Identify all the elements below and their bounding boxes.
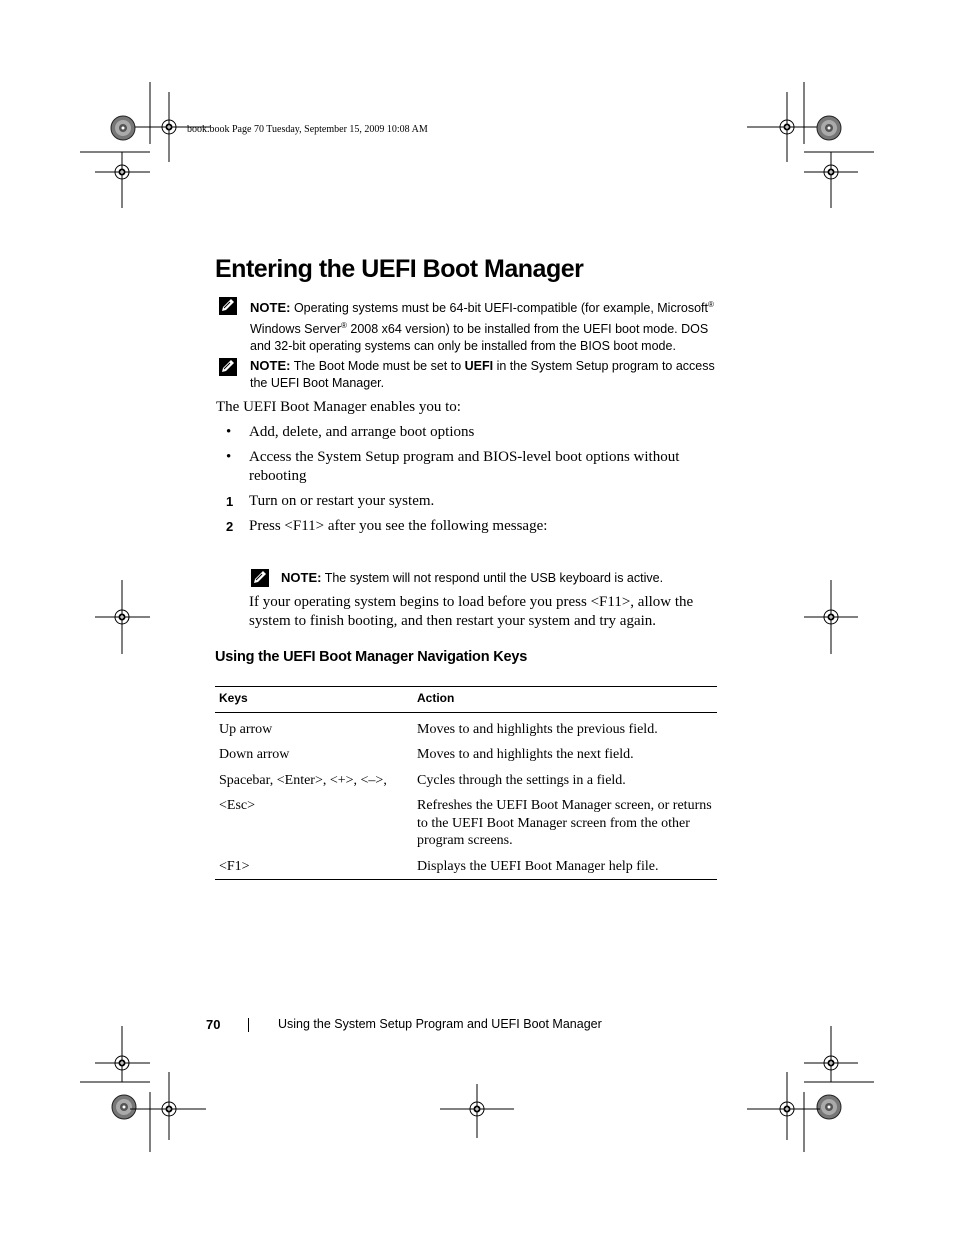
bullet-text: Access the System Setup program and BIOS-level boot options without rebooting bbox=[249, 449, 680, 484]
pencil-note-icon bbox=[250, 568, 270, 588]
pencil-note-icon bbox=[218, 357, 238, 377]
page-number: 70 bbox=[206, 1017, 221, 1032]
page-title: Entering the UEFI Boot Manager bbox=[215, 255, 584, 283]
pencil-note-icon bbox=[218, 296, 238, 316]
running-footer: Using the System Setup Program and UEFI Boot Manager bbox=[278, 1017, 602, 1031]
column-header-action: Action bbox=[413, 687, 717, 713]
navigation-keys-table bbox=[215, 686, 717, 880]
step-text: Press <F11> after you see the following message: bbox=[249, 518, 548, 534]
table-header-row bbox=[215, 687, 717, 713]
key-cell: <Esc> bbox=[219, 798, 256, 813]
bullet-item: • bbox=[226, 424, 232, 440]
note-label: NOTE: bbox=[250, 300, 291, 316]
note-boot-mode: NOTE: The Boot Mode must be set to UEFI in the System Setup program to access the UEFI Boot Manager. bbox=[250, 358, 715, 390]
note-usb-keyboard: NOTE: The system will not respond until the USB keyboard is active. bbox=[281, 570, 664, 585]
intro-paragraph: The UEFI Boot Manager enables you to: bbox=[216, 399, 461, 415]
key-cell: Down arrow bbox=[219, 747, 290, 762]
note-os-compat: NOTE: Operating systems must be 64-bit UEFI-compatible (for example, Microsoft® Windows Server® 2008 x64 version) to be installed from the UEFI boot mode. DOS and 32-bit operating systems can only be installed from the BIOS boot mode. bbox=[250, 300, 714, 354]
bullet-text: Add, delete, and arrange boot options bbox=[249, 424, 475, 440]
key-cell: Spacebar, <Enter>, <+>, <–>, bbox=[219, 772, 387, 788]
table-row bbox=[215, 712, 717, 738]
action-cell: Moves to and highlights the next field. bbox=[417, 747, 634, 762]
step-text: Turn on or restart your system. bbox=[249, 493, 435, 509]
key-cell: Up arrow bbox=[219, 721, 273, 737]
table-row bbox=[215, 789, 717, 850]
table-row bbox=[215, 850, 717, 880]
footer-divider bbox=[248, 1018, 249, 1032]
section-heading: Using the UEFI Boot Manager Navigation Keys bbox=[215, 649, 528, 665]
table-row bbox=[215, 738, 717, 764]
bullet-item: • bbox=[226, 449, 232, 465]
action-cell: Cycles through the settings in a field. bbox=[417, 772, 626, 788]
print-header: book.book Page 70 Tuesday, September 15, 2009 10:08 AM bbox=[187, 124, 428, 135]
key-cell: <F1> bbox=[215, 850, 413, 880]
table-row bbox=[215, 764, 717, 790]
column-header-keys: Keys bbox=[215, 687, 413, 713]
action-cell: Refreshes the UEFI Boot Manager screen, or returns to the UEFI Boot Manager screen from the other program screens. bbox=[417, 798, 712, 848]
action-cell: Displays the UEFI Boot Manager help file. bbox=[413, 850, 717, 880]
step-number: 1 bbox=[226, 494, 234, 509]
action-cell: Moves to and highlights the previous field. bbox=[417, 721, 658, 737]
f11-paragraph: If your operating system begins to load before you press <F11>, allow the system to finish booting, and then restart your system and try again. bbox=[249, 594, 694, 629]
step-number: 2 bbox=[226, 519, 234, 534]
